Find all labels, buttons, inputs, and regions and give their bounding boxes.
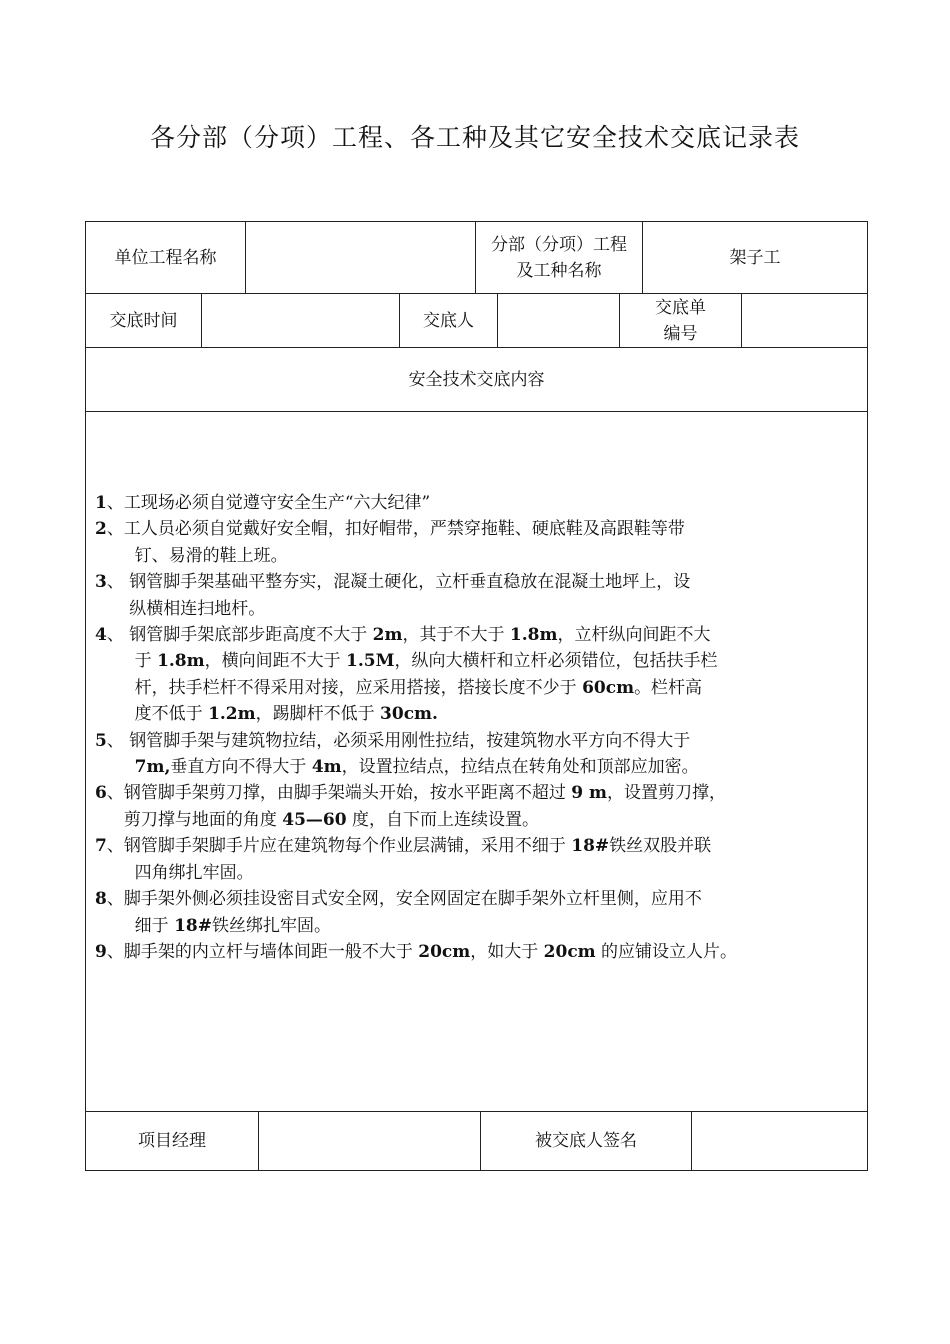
content-heading: 安全技术交底内容 bbox=[408, 369, 545, 390]
page-title: 各分部（分项）工程、各工种及其它安全技术交底记录表 bbox=[149, 123, 800, 152]
number-label bbox=[620, 294, 741, 347]
list-item bbox=[95, 490, 855, 516]
unit-project-label: 单位工程名称 bbox=[114, 247, 217, 268]
list-item-line: 钢管脚手架剪刀撑，由脚手架端头开始，按水平距离不超过 9 m，设置剪刀撑， bbox=[123, 783, 726, 804]
list-item-line: 杆，扶手栏杆不得采用对接，应采用搭接，搭接长度不少于 60cm。栏杆高 bbox=[129, 677, 703, 698]
list-item-line: 于 1.8m，横向间距不大于 1.5M，纵向大横杆和立杆必须错位，包括扶手栏 bbox=[129, 651, 718, 672]
list-item-text bbox=[129, 728, 855, 781]
list-item-text bbox=[129, 569, 855, 622]
list-item-text bbox=[124, 490, 855, 516]
list-item bbox=[95, 569, 855, 622]
list-item-line: 细于 18#铁丝绑扎牢固。 bbox=[123, 915, 331, 936]
list-item-separator: 、 bbox=[106, 519, 124, 540]
signee-label: 被交底人签名 bbox=[535, 1131, 637, 1151]
list-item-line: 工现场必须自觉遵守安全生产“六大纪律” bbox=[123, 493, 431, 513]
list-item-separator: 、 bbox=[106, 493, 124, 513]
list-item-text bbox=[129, 622, 855, 728]
list-item-text bbox=[124, 780, 855, 833]
manager-signature-field[interactable] bbox=[259, 1112, 480, 1170]
subproject-label-line2: 及工种名称 bbox=[516, 260, 602, 281]
list-item-line: 钢管脚手架基础平整夯实，混凝土硬化，立杆垂直稳放在混凝土地坪上，设 bbox=[129, 572, 691, 593]
subproject-label-line1: 分部（分项）工程 bbox=[491, 234, 627, 255]
list-item-line: 7m,垂直方向不得大于 4m，设置拉结点，拉结点在转角处和顶部应加密。 bbox=[134, 757, 699, 778]
list-item-number: 1 bbox=[95, 493, 107, 513]
list-item bbox=[95, 516, 855, 569]
list-item-text bbox=[124, 516, 855, 569]
time-label: 交底时间 bbox=[109, 310, 178, 331]
briefing-content bbox=[95, 490, 855, 965]
number-field[interactable] bbox=[742, 294, 867, 347]
list-item-text bbox=[124, 939, 855, 965]
list-item-line: 四角绑扎牢固。 bbox=[123, 862, 254, 883]
list-item-number: 7 bbox=[95, 836, 107, 857]
number-label-line2: 编号 bbox=[663, 323, 698, 344]
list-item-number: 3 bbox=[95, 572, 107, 593]
list-item-number: 4 bbox=[95, 625, 107, 646]
list-item-number: 8 bbox=[95, 889, 107, 910]
list-item-separator: 、 bbox=[106, 836, 124, 857]
list-item bbox=[95, 886, 855, 939]
list-item-line: 钢管脚手架与建筑物拉结，必须采用刚性拉结，按建筑物水平方向不得大于 bbox=[129, 730, 691, 751]
list-item-line: 剪刀撑与地面的角度 45—60 度，自下而上连续设置。 bbox=[123, 809, 539, 830]
time-field[interactable] bbox=[202, 294, 399, 347]
list-item-text bbox=[124, 886, 855, 939]
list-item-separator: 、 bbox=[106, 889, 124, 910]
number-label-line1: 交底单 bbox=[655, 297, 706, 318]
list-item-text bbox=[124, 833, 855, 886]
person-label: 交底人 bbox=[423, 310, 474, 331]
manager-label: 项目经理 bbox=[138, 1131, 206, 1151]
list-item-separator: 、 bbox=[106, 783, 124, 804]
list-item bbox=[95, 833, 855, 886]
list-item-line: 钢管脚手架底部步距高度不大于 2m，其于不大于 1.8m，立杆纵向间距不大 bbox=[129, 625, 711, 646]
list-item-line: 纵横相连扫地杆。 bbox=[129, 598, 266, 619]
list-item-line: 度不低于 1.2m，踢脚杆不低于 30cm. bbox=[129, 704, 438, 725]
list-item-separator: 、 bbox=[106, 625, 130, 646]
person-field[interactable] bbox=[498, 294, 619, 347]
list-item-line: 钉、易滑的鞋上班。 bbox=[123, 545, 288, 566]
unit-project-field[interactable] bbox=[246, 222, 475, 293]
list-item bbox=[95, 622, 855, 728]
signee-signature-field[interactable] bbox=[692, 1112, 867, 1170]
list-item-number: 9 bbox=[95, 941, 107, 962]
row-divider bbox=[86, 411, 867, 412]
safety-briefing-form bbox=[85, 221, 868, 1171]
list-item bbox=[95, 780, 855, 833]
list-item-line: 工人员必须自觉戴好安全帽，扣好帽带，严禁穿拖鞋、硬底鞋及高跟鞋等带 bbox=[123, 519, 685, 540]
list-item-separator: 、 bbox=[106, 941, 124, 962]
list-item-number: 5 bbox=[95, 730, 107, 751]
list-item bbox=[95, 939, 855, 965]
list-item-separator: 、 bbox=[106, 730, 130, 751]
list-item-number: 2 bbox=[95, 519, 107, 540]
list-item-number: 6 bbox=[95, 783, 107, 804]
list-item bbox=[95, 728, 855, 781]
list-item-line: 脚手架外侧必须挂设密目式安全网，安全网固定在脚手架外立杆里侧，应用不 bbox=[123, 889, 702, 910]
list-item-line: 脚手架的内立杆与墙体间距一般不大于 20cm，如大于 20cm 的应铺设立人片。 bbox=[123, 941, 738, 962]
subproject-field[interactable]: 架子工 bbox=[729, 247, 781, 268]
list-item-line: 钢管脚手架脚手片应在建筑物每个作业层满铺，采用不细于 18#铁丝双股并联 bbox=[123, 836, 712, 857]
subproject-label bbox=[476, 222, 642, 293]
list-item-separator: 、 bbox=[106, 572, 130, 593]
